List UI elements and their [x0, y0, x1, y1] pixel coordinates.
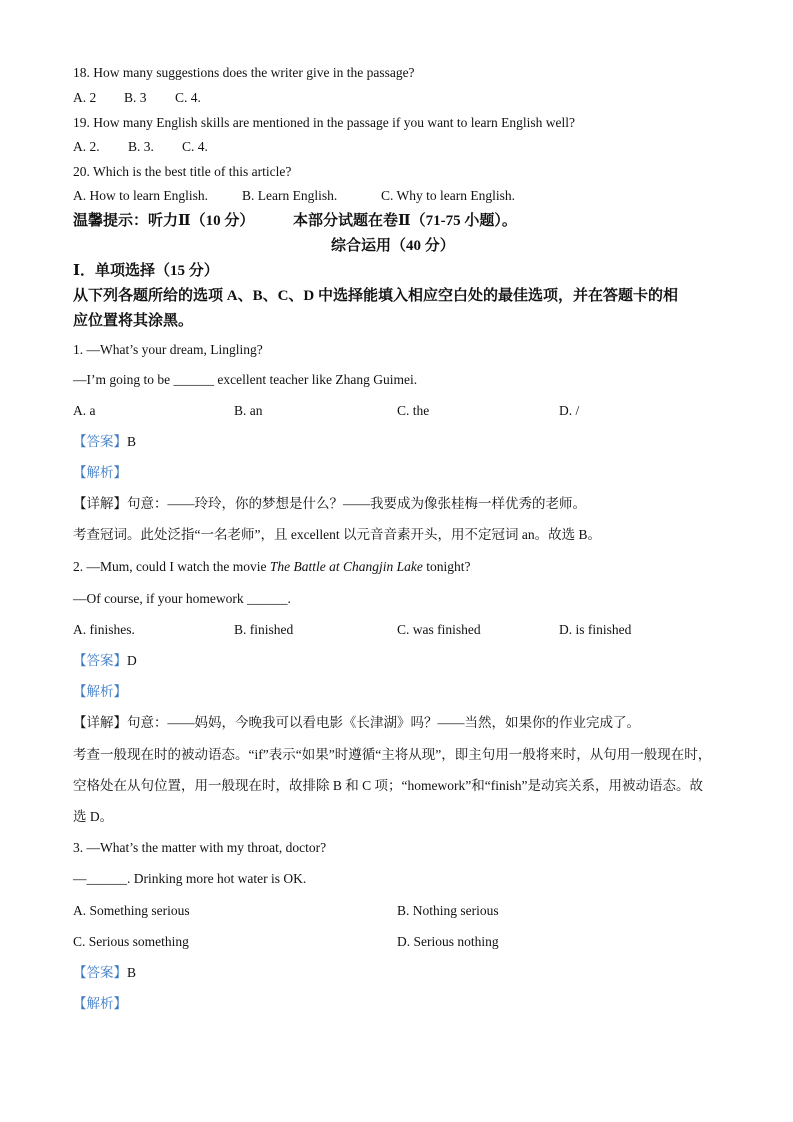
q19-option-a: A. 2.: [73, 139, 100, 154]
q19-option-c: C. 4.: [182, 139, 208, 154]
q3-answer: [73, 964, 136, 982]
q3-option-d: D. Serious nothing: [397, 934, 499, 949]
q3-option-b: B. Nothing serious: [397, 903, 499, 918]
q1-line2: —I’m going to be ______ excellent teacher like Zhang Guimei.: [73, 372, 418, 387]
q19-stem: 19. How many English skills are mentioned in the passage if you want to learn English well?: [73, 115, 576, 130]
q1-option-c: C. the: [397, 403, 430, 418]
q1-explain-line1: 考查冠词。此处泛指“一名老师”，且 excellent 以元音音素开头，用不定冠词 an。故选 B。: [73, 527, 601, 542]
section-title: 综合运用（40 分）: [331, 238, 455, 254]
q2-explain-line1: 考查一般现在时的被动语态。“if”表示“如果”时遵循“主将从现”，即主句用一般将来时，从句用一般现在时，: [73, 747, 712, 762]
movie-title: The Battle at Changjin Lake: [269, 559, 423, 574]
q3-line2: —______. Drinking more hot water is OK.: [73, 871, 307, 886]
q2-line2: —Of course, if your homework ______.: [73, 591, 291, 606]
q2-option-a: A. finishes.: [73, 622, 135, 637]
q2-line1: [73, 558, 470, 576]
detail-tag: 【详解】: [73, 715, 127, 730]
detail-text: 句意：——妈妈，今晚我可以看电影《长津湖》吗？——当然，如果你的作业完成了。: [127, 715, 640, 730]
q2-explain-line3: 选 D。: [73, 809, 114, 824]
q2-option-d: D. is finished: [559, 622, 632, 637]
q3-option-c: C. Serious something: [73, 934, 189, 949]
q2-line1-post: tonight?: [422, 559, 471, 574]
part1-instruction-line1: 从下列各题所给的选项 A、B、C、D 中选择能填入相应空白处的最佳选项，并在答题卡的相: [73, 288, 679, 304]
q1-option-a: A. a: [73, 403, 96, 418]
q2-detail: [73, 714, 640, 732]
q1-analysis-tag: 【解析】: [73, 465, 127, 480]
detail-tag: 【详解】: [73, 496, 127, 511]
part1-instruction-line2: 应位置将其涂黑。: [73, 313, 194, 329]
answer-tag: 【答案】: [73, 434, 127, 449]
listening-notice-right: 本部分试题在卷Ⅱ（71-75 小题）。: [293, 213, 517, 229]
q18-option-c: C. 4.: [175, 90, 201, 105]
q1-line1: 1. —What’s your dream, Lingling?: [73, 342, 263, 357]
q18-option-a: A. 2: [73, 90, 97, 105]
answer-value: D: [127, 653, 137, 668]
detail-text: 句意：——玲玲，你的梦想是什么？——我要成为像张桂梅一样优秀的老师。: [127, 496, 586, 511]
answer-tag: 【答案】: [73, 965, 127, 980]
q20-option-c: C. Why to learn English.: [381, 188, 515, 203]
q18-stem: 18. How many suggestions does the writer give in the passage?: [73, 65, 415, 80]
q2-option-b: B. finished: [234, 622, 294, 637]
q20-option-b: B. Learn English.: [242, 188, 338, 203]
q2-option-c: C. was finished: [397, 622, 481, 637]
q1-answer: [73, 433, 136, 451]
answer-value: B: [127, 434, 137, 449]
answer-tag: 【答案】: [73, 653, 127, 668]
answer-value: B: [127, 965, 137, 980]
q18-option-b: B. 3: [124, 90, 147, 105]
q2-analysis-tag: 【解析】: [73, 684, 127, 699]
q20-option-a: A. How to learn English.: [73, 188, 208, 203]
q1-option-b: B. an: [234, 403, 263, 418]
q1-option-d: D. /: [559, 403, 580, 418]
q19-option-b: B. 3.: [128, 139, 154, 154]
q3-line1: 3. —What’s the matter with my throat, doctor?: [73, 840, 327, 855]
q20-stem: 20. Which is the best title of this article?: [73, 164, 292, 179]
q2-explain-line2: 空格处在从句位置，用一般现在时，故排除 B 和 C 项；“homework”和“finish”是动宾关系，用被动语态。故: [73, 778, 703, 793]
part1-heading: Ⅰ．单项选择（15 分）: [73, 263, 219, 279]
listening-notice-left: 温馨提示：听力Ⅱ（10 分）: [73, 213, 255, 229]
q3-analysis-tag: 【解析】: [73, 996, 127, 1011]
q2-answer: [73, 652, 137, 670]
q2-line1-pre: 2. —Mum, could I watch the movie: [73, 559, 270, 574]
q3-option-a: A. Something serious: [73, 903, 190, 918]
q1-detail: [73, 495, 586, 513]
